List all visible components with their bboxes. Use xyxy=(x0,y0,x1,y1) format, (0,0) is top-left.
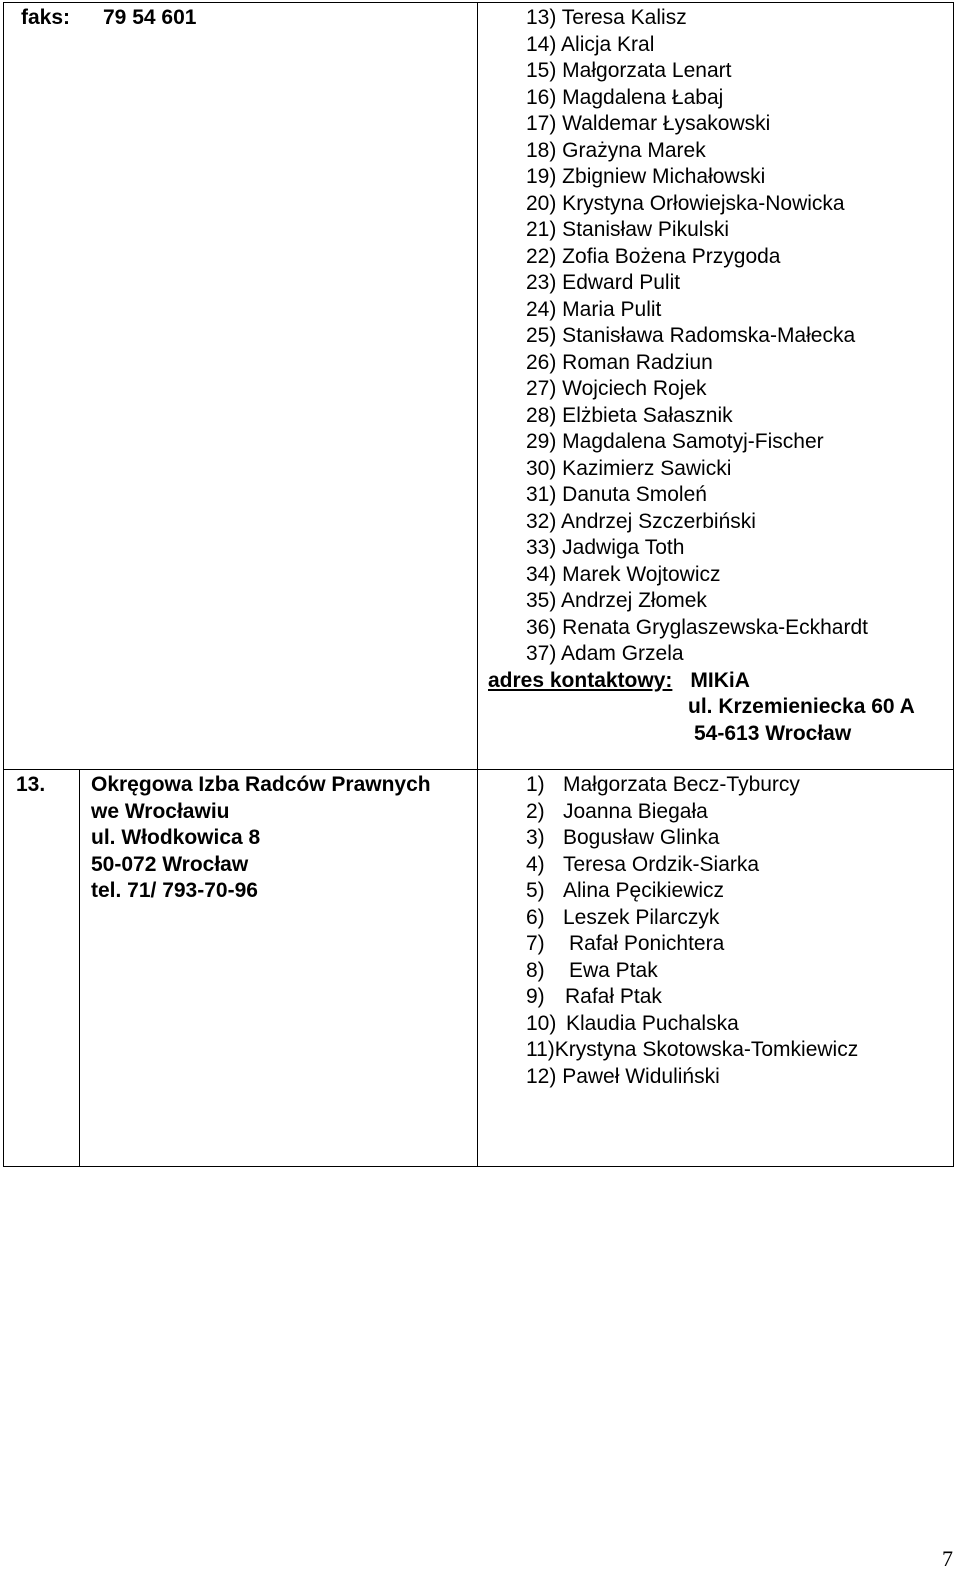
member-name: Paweł Widuliński xyxy=(562,1064,720,1088)
member-item: 34) Marek Wojtowicz xyxy=(526,562,721,586)
chamber-name: Okręgowa Izba Radców Prawnych xyxy=(91,773,431,796)
member-index: 4) xyxy=(526,852,545,876)
member-item xyxy=(526,799,953,826)
member-item xyxy=(526,905,953,932)
member-index: 12) xyxy=(526,1064,557,1088)
member-index: 11) xyxy=(526,1038,555,1061)
contact-label: adres kontaktowy: xyxy=(488,668,673,692)
fax-label: faks: xyxy=(21,6,71,29)
member-name: Krystyna Skotowska-Tomkiewicz xyxy=(554,1038,859,1061)
member-item xyxy=(526,878,953,905)
member-item: 31) Danuta Smoleń xyxy=(526,483,707,506)
member-item xyxy=(526,852,953,879)
member-name: Ewa Ptak xyxy=(569,958,658,982)
member-name: Rafał Ponichtera xyxy=(569,932,725,955)
member-index: 7) xyxy=(526,932,545,955)
contact-city: 54-613 Wrocław xyxy=(694,721,852,745)
member-item: 15) Małgorzata Lenart xyxy=(526,59,732,82)
row-number: 13. xyxy=(16,773,46,796)
member-item: 25) Stanisława Radomska-Małecka xyxy=(526,324,856,347)
member-index: 3) xyxy=(526,826,545,849)
member-name: Bogusław Glinka xyxy=(563,826,720,849)
chamber-cell xyxy=(80,770,478,1167)
members-cell xyxy=(478,770,954,1167)
member-item xyxy=(526,1011,953,1038)
member-item xyxy=(526,931,953,958)
member-item: 20) Krystyna Orłowiejska-Nowicka xyxy=(526,191,845,215)
member-name: Teresa Ordzik-Siarka xyxy=(563,852,760,876)
member-item xyxy=(526,1064,953,1091)
member-item xyxy=(526,958,953,985)
members-table xyxy=(3,2,954,1167)
number-cell xyxy=(4,770,80,1167)
member-item: 14) Alicja Kral xyxy=(526,32,655,56)
member-index: 5) xyxy=(526,879,545,902)
chamber-phone: tel. 71/ 793-70-96 xyxy=(91,879,258,902)
member-item: 32) Andrzej Szczerbiński xyxy=(526,509,756,533)
member-item xyxy=(526,825,953,852)
fax-line xyxy=(4,3,477,32)
chamber-street: ul. Włodkowica 8 xyxy=(91,826,261,849)
member-index: 8) xyxy=(526,958,545,982)
member-name: Rafał Ptak xyxy=(565,985,662,1008)
chamber-city: we Wrocławiu xyxy=(91,799,230,823)
member-name: Alina Pęcikiewicz xyxy=(563,879,725,902)
member-item xyxy=(526,984,953,1011)
member-item: 33) Jadwiga Toth xyxy=(526,536,685,559)
member-item: 35) Andrzej Złomek xyxy=(526,589,707,612)
page-number: 7 xyxy=(942,1546,953,1571)
member-index: 9) xyxy=(526,985,545,1008)
fax-value: 79 54 601 xyxy=(103,6,197,29)
member-name: Joanna Biegała xyxy=(563,799,708,823)
member-index: 6) xyxy=(526,905,545,929)
member-index: 10) xyxy=(526,1011,557,1035)
member-item xyxy=(526,1037,953,1064)
member-item: 37) Adam Grzela xyxy=(526,642,684,665)
member-item: 22) Zofia Bożena Przygoda xyxy=(526,244,781,268)
chamber-postcode: 50-072 Wrocław xyxy=(91,852,249,876)
member-name: Małgorzata Becz-Tyburcy xyxy=(563,773,800,796)
member-index: 2) xyxy=(526,799,545,823)
member-item: 27) Wojciech Rojek xyxy=(526,377,707,400)
member-item: 24) Maria Pulit xyxy=(526,297,662,321)
member-item: 30) Kazimierz Sawicki xyxy=(526,456,732,480)
member-item: 18) Grażyna Marek xyxy=(526,138,706,162)
member-index: 1) xyxy=(526,773,545,796)
fax-cell xyxy=(4,3,478,770)
member-name: Leszek Pilarczyk xyxy=(563,905,720,929)
table-row xyxy=(4,770,954,1167)
contact-street: ul. Krzemieniecka 60 A xyxy=(688,695,915,718)
member-item: 28) Elżbieta Sałasznik xyxy=(526,403,733,427)
member-item: 26) Roman Radziun xyxy=(526,350,713,374)
member-item: 16) Magdalena Łabaj xyxy=(526,85,724,109)
member-item: 36) Renata Gryglaszewska-Eckhardt xyxy=(526,615,868,639)
member-name: Klaudia Puchalska xyxy=(566,1011,739,1035)
member-item xyxy=(526,772,953,799)
contact-org: MIKiA xyxy=(690,668,750,692)
members-cell xyxy=(478,3,954,770)
contact-address-line xyxy=(478,668,953,695)
member-item: 29) Magdalena Samotyj-Fischer xyxy=(526,430,824,453)
member-item: 21) Stanisław Pikulski xyxy=(526,218,730,241)
member-item: 17) Waldemar Łysakowski xyxy=(526,112,771,135)
member-item: 23) Edward Pulit xyxy=(526,271,681,294)
member-item: 19) Zbigniew Michałowski xyxy=(526,165,766,188)
table-row xyxy=(4,3,954,770)
member-item: 13) Teresa Kalisz xyxy=(526,6,687,29)
